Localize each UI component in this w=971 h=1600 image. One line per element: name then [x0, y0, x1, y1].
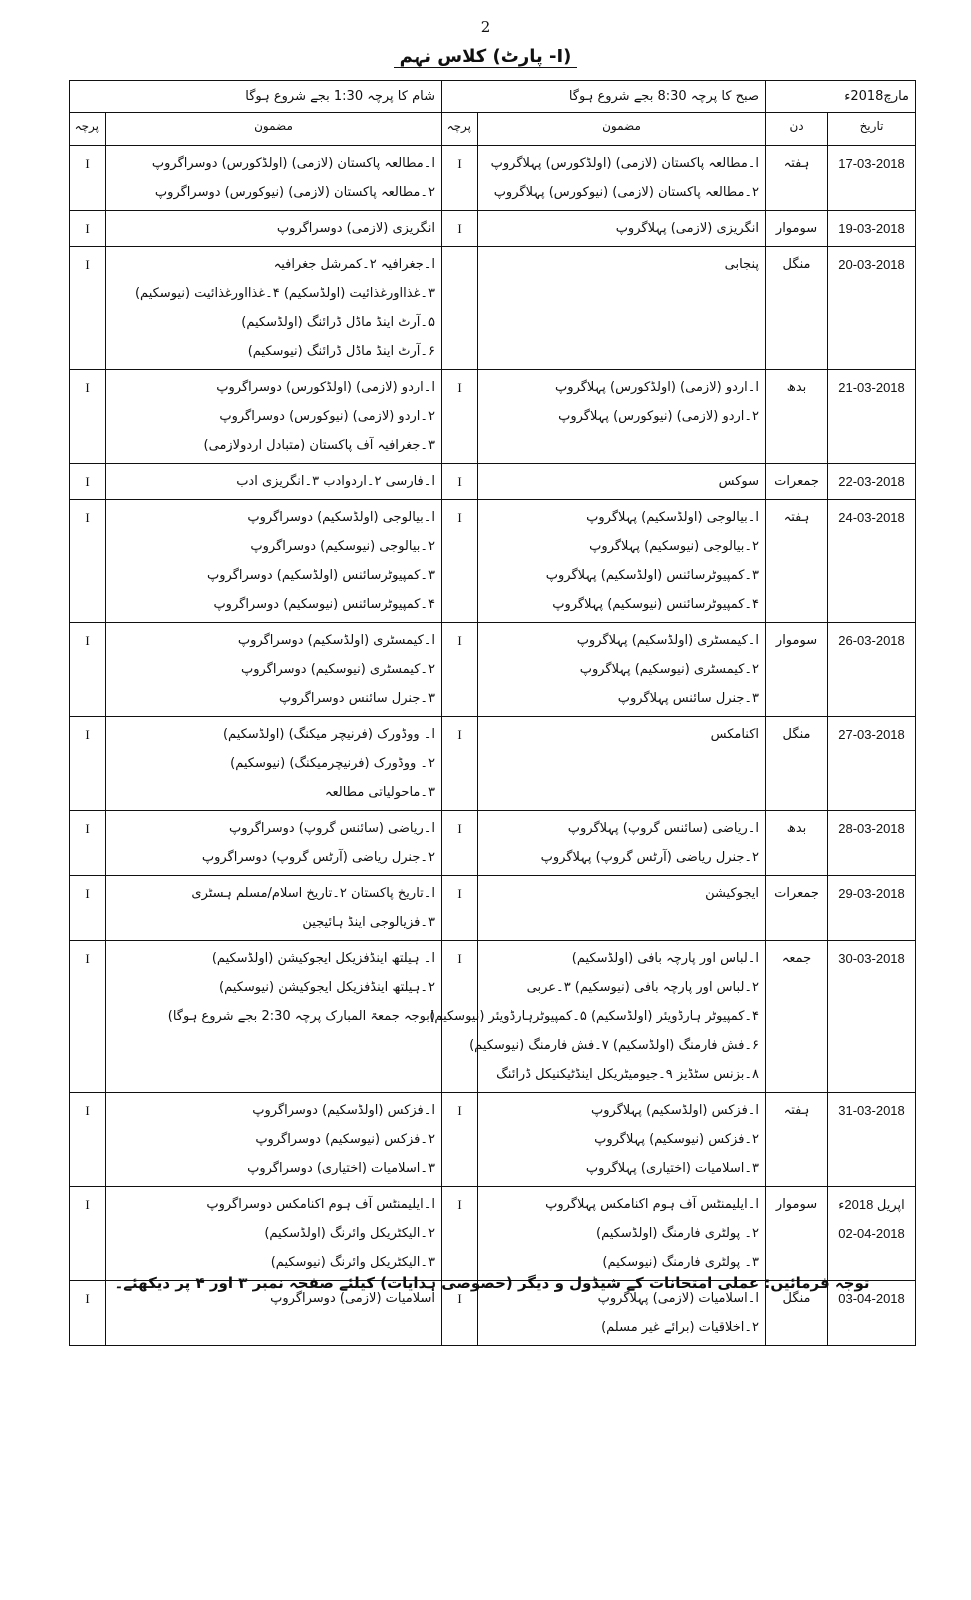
day-cell: جمعہ: [766, 941, 828, 1093]
subject-line: ا۔جغرافیہ ۲۔کمرشل جغرافیہ: [273, 257, 435, 272]
evening-paper-cell: I: [70, 464, 106, 500]
subject-line: ۴۔کمپیوٹر ہارڈویئر (اولڈسکیم) ۵۔کمپیوٹرہارڈویئر (نیوسکیم): [429, 1009, 760, 1024]
date-month-label: اپریل 2018ء: [838, 1197, 905, 1212]
morning-subject-cell: [478, 623, 766, 717]
schedule-row: [70, 876, 916, 941]
subject-line: ا۔ ہیلتھ اینڈفزیکل ایجوکیشن (اولڈسکیم): [211, 951, 435, 966]
subject-line: ۲۔اردو (لازمی) (نیوکورس) دوسراگروپ: [219, 409, 435, 424]
date-value: 02-04-2018: [838, 1226, 905, 1241]
morning-subject-cell: [478, 370, 766, 464]
subject-line: ۴۔کمپیوٹرسائنس (نیوسکیم) دوسراگروپ: [213, 597, 435, 612]
subject-line: ا۔ریاضی (سائنس گروپ) دوسراگروپ: [229, 821, 435, 836]
date-value: 03-04-2018: [838, 1291, 905, 1306]
subject-line: ۲۔جنرل ریاضی (آرٹس گروپ) دوسراگروپ: [201, 850, 435, 865]
morning-subject-cell: [478, 500, 766, 623]
schedule-row: [70, 717, 916, 811]
date-value: 24-03-2018: [838, 510, 905, 525]
subject-line: ا۔فزکس (اولڈسکیم) دوسراگروپ: [252, 1103, 435, 1118]
day-cell: جمعرات: [766, 876, 828, 941]
morning-paper-cell: I: [442, 1093, 478, 1187]
col-morning-subject-header: مضمون: [478, 113, 766, 146]
date-value: 28-03-2018: [838, 821, 905, 836]
schedule-row: [70, 500, 916, 623]
date-value: 17-03-2018: [838, 156, 905, 171]
column-header-row: [70, 113, 916, 146]
morning-paper-cell: I: [442, 941, 478, 1093]
evening-paper-cell: I: [70, 1187, 106, 1281]
subject-line: ۵۔آرٹ اینڈ ماڈل ڈرائنگ (اولڈسکیم): [241, 315, 435, 330]
col-evening-subject-header: مضمون: [106, 113, 442, 146]
date-cell: [828, 1187, 916, 1281]
col-day-header: دن: [766, 113, 828, 146]
session-header-row: [70, 81, 916, 113]
subject-line: ۲۔بیالوجی (نیوسکیم) دوسراگروپ: [250, 539, 435, 554]
morning-subject-cell: [478, 464, 766, 500]
schedule-row: [70, 211, 916, 247]
subject-line: ا۔لباس اور پارچہ بافی (اولڈسکیم): [571, 951, 760, 966]
evening-subject-cell: [106, 370, 442, 464]
subject-line: ا۔بیالوجی (اولڈسکیم) پہلاگروپ: [586, 510, 760, 525]
subject-line: ا۔ریاضی (سائنس گروپ) پہلاگروپ: [567, 821, 760, 836]
subject-line: ۲۔ہیلتھ اینڈفزیکل ایجوکیشن (نیوسکیم): [219, 980, 435, 995]
morning-paper-cell: I: [442, 370, 478, 464]
subject-line: ا۔بیالوجی (اولڈسکیم) دوسراگروپ: [247, 510, 435, 525]
schedule-row: [70, 941, 916, 1093]
subject-line: ا۔مطالعہ پاکستان (لازمی) (اولڈکورس) دوسراگروپ: [151, 156, 435, 171]
day-cell: منگل: [766, 1281, 828, 1346]
subject-line: ۳۔الیکٹریکل وائرنگ (نیوسکیم): [270, 1255, 435, 1270]
date-cell: [828, 717, 916, 811]
date-value: 26-03-2018: [838, 633, 905, 648]
evening-paper-cell: I: [70, 876, 106, 941]
col-evening-paper-header: پرچہ: [70, 113, 106, 146]
evening-paper-cell: I: [70, 941, 106, 1093]
day-cell: سوموار: [766, 623, 828, 717]
footer-note: توجہ فرمائیں: عملی امتحانات کے شیڈول و دیگر (خصوصی ہدایات) کیلئے صفحہ نمبر ۳ اور ۴ پر دیکھئے۔: [114, 1274, 870, 1292]
subject-line: ۲۔الیکٹریکل وائرنگ (اولڈسکیم): [264, 1226, 435, 1241]
subject-line: پنجابی: [724, 257, 760, 272]
date-cell: [828, 500, 916, 623]
subject-line: ۲۔ پولٹری فارمنگ (اولڈسکیم): [596, 1226, 760, 1241]
day-cell: جمعرات: [766, 464, 828, 500]
evening-paper-cell: I: [70, 1093, 106, 1187]
evening-paper-cell: I: [70, 370, 106, 464]
morning-paper-cell: I: [442, 146, 478, 211]
date-cell: [828, 247, 916, 370]
schedule-row: [70, 370, 916, 464]
date-cell: [828, 876, 916, 941]
day-cell: منگل: [766, 717, 828, 811]
day-cell: ہفتہ: [766, 146, 828, 211]
evening-subject-cell: [106, 941, 442, 1093]
date-value: 29-03-2018: [838, 886, 905, 901]
evening-subject-cell: [106, 464, 442, 500]
evening-subject-cell: [106, 247, 442, 370]
date-cell: [828, 811, 916, 876]
day-cell: بدھ: [766, 370, 828, 464]
day-cell: سوموار: [766, 1187, 828, 1281]
schedule-row: [70, 464, 916, 500]
date-cell: [828, 1093, 916, 1187]
evening-paper-cell: I: [70, 623, 106, 717]
page-number: 2: [480, 18, 491, 36]
subject-line: ۴۔کمپیوٹرسائنس (نیوسکیم) پہلاگروپ: [552, 597, 760, 612]
morning-paper-cell: I: [442, 1281, 478, 1346]
subject-line: ۲۔مطالعہ پاکستان (لازمی) (نیوکورس) دوسراگروپ: [154, 185, 435, 200]
morning-paper-cell: I: [442, 464, 478, 500]
date-cell: [828, 211, 916, 247]
subject-line: اکنامکس: [710, 727, 760, 742]
morning-subject-cell: [478, 811, 766, 876]
day-cell: ہفتہ: [766, 500, 828, 623]
date-cell: [828, 370, 916, 464]
evening-subject-cell: [106, 500, 442, 623]
morning-paper-cell: I: [442, 876, 478, 941]
morning-paper-cell: I: [442, 1187, 478, 1281]
date-value: 21-03-2018: [838, 380, 905, 395]
subject-line: ا۔کیمسٹری (اولڈسکیم) دوسراگروپ: [237, 633, 435, 648]
schedule-row: [70, 811, 916, 876]
subject-line: ۲۔کیمسٹری (نیوسکیم) پہلاگروپ: [579, 662, 760, 677]
subject-line: ۳۔کمپیوٹرسائنس (اولڈسکیم) پہلاگروپ: [545, 568, 760, 583]
subject-line: ۳۔فزیالوجی اینڈ ہائیجین: [302, 915, 435, 930]
morning-paper-cell: I: [442, 211, 478, 247]
subject-line: ا۔کیمسٹری (اولڈسکیم) پہلاگروپ: [576, 633, 760, 648]
subject-line: انگریزی (لازمی) دوسراگروپ: [276, 221, 435, 236]
schedule-row: [70, 247, 916, 370]
day-cell: بدھ: [766, 811, 828, 876]
day-cell: ہفتہ: [766, 1093, 828, 1187]
morning-paper-cell: I: [442, 811, 478, 876]
col-morning-paper-header: پرچہ: [442, 113, 478, 146]
subject-line: ۳۔جغرافیہ آف پاکستان (متبادل اردولازمی): [203, 438, 435, 453]
month-header: مارچ2018ء: [766, 81, 916, 113]
evening-paper-cell: I: [70, 717, 106, 811]
subject-line: ۲۔بیالوجی (نیوسکیم) پہلاگروپ: [589, 539, 760, 554]
morning-paper-cell: [442, 247, 478, 370]
evening-paper-cell: I: [70, 146, 106, 211]
morning-subject-cell: [478, 1093, 766, 1187]
subject-line: ۳۔ پولٹری فارمنگ (نیوسکیم): [602, 1255, 760, 1270]
morning-paper-cell: I: [442, 623, 478, 717]
subject-line: ۲۔اردو (لازمی) (نیوکورس) پہلاگروپ: [558, 409, 760, 424]
morning-subject-cell: [478, 146, 766, 211]
evening-subject-cell: [106, 717, 442, 811]
day-cell: سوموار: [766, 211, 828, 247]
subject-line: ا۔ ووڈورک (فرنیچر میکنگ) (اولڈسکیم): [222, 727, 435, 742]
evening-subject-cell: [106, 211, 442, 247]
morning-subject-cell: [478, 247, 766, 370]
evening-subject-cell: [106, 1093, 442, 1187]
schedule-row: [70, 1187, 916, 1281]
date-value: 30-03-2018: [838, 951, 905, 966]
morning-subject-cell: [478, 1187, 766, 1281]
exam-schedule-table: [69, 80, 916, 1346]
date-value: 19-03-2018: [838, 221, 905, 236]
evening-paper-cell: I: [70, 211, 106, 247]
subject-line: ۶۔آرٹ اینڈ ماڈل ڈرائنگ (نیوسکیم): [247, 344, 435, 359]
date-cell: [828, 623, 916, 717]
morning-session-header: صبح کا پرچہ 8:30 بجے شروع ہوگا: [442, 81, 766, 113]
date-cell: [828, 941, 916, 1093]
subject-line: ۸۔بزنس سٹڈیز ۹۔جیومیٹریکل اینڈٹیکنیکل ڈرائنگ: [496, 1067, 760, 1082]
subject-line: ۲۔اخلاقیات (برائے غیر مسلم): [601, 1320, 760, 1335]
evening-paper-cell: I: [70, 1281, 106, 1346]
morning-paper-cell: I: [442, 717, 478, 811]
evening-session-header: شام کا پرچہ 1:30 بجے شروع ہوگا: [70, 81, 442, 113]
morning-subject-cell: [478, 876, 766, 941]
page-title: [0, 46, 971, 67]
subject-line: ا۔اردو (لازمی) (اولڈکورس) دوسراگروپ: [216, 380, 435, 395]
subject-line: ۳۔اسلامیات (اختیاری) دوسراگروپ: [247, 1161, 435, 1176]
subject-line: ا۔فزکس (اولڈسکیم) پہلاگروپ: [591, 1103, 760, 1118]
subject-line: ا۔ایلیمنٹس آف ہوم اکنامکس دوسراگروپ: [206, 1197, 435, 1212]
date-value: 31-03-2018: [838, 1103, 905, 1118]
subject-line: انگریزی (لازمی) پہلاگروپ: [615, 221, 760, 236]
subject-line: ۲۔لباس اور پارچہ بافی (نیوسکیم) ۳۔عربی: [526, 980, 760, 995]
day-cell: منگل: [766, 247, 828, 370]
morning-subject-cell: [478, 717, 766, 811]
date-cell: [828, 146, 916, 211]
subject-line: ۳۔کمپیوٹرسائنس (اولڈسکیم) دوسراگروپ: [207, 568, 435, 583]
subject-line: ا۔اردو (لازمی) (اولڈکورس) پہلاگروپ: [555, 380, 760, 395]
subject-line: ۳۔جنرل سائنس پہلاگروپ: [617, 691, 760, 706]
evening-subject-cell: [106, 1187, 442, 1281]
subject-line: ایجوکیشن: [705, 886, 760, 901]
subject-line: سوکس: [718, 474, 760, 489]
evening-subject-cell: [106, 876, 442, 941]
subject-line: (بوجہ جمعۃ المبارک پرچہ 2:30 بجے شروع ہوگا): [167, 1009, 435, 1024]
evening-paper-cell: I: [70, 247, 106, 370]
subject-line: ۲۔فزکس (نیوسکیم) دوسراگروپ: [255, 1132, 435, 1147]
subject-line: ۳۔جنرل سائنس دوسراگروپ: [278, 691, 435, 706]
subject-line: ا۔تاریخ پاکستان ۲۔تاریخ اسلام/مسلم ہسٹری: [191, 886, 435, 901]
subject-line: ۳۔اسلامیات (اختیاری) پہلاگروپ: [585, 1161, 760, 1176]
date-value: 27-03-2018: [838, 727, 905, 742]
date-value: 22-03-2018: [838, 474, 905, 489]
subject-line: ا۔اسلامیات (لازمی) پہلاگروپ: [597, 1291, 760, 1306]
schedule-row: [70, 623, 916, 717]
subject-line: ۲۔ ووڈورک (فرنیچرمیکنگ) (نیوسکیم): [230, 756, 435, 771]
schedule-row: [70, 1093, 916, 1187]
evening-paper-cell: I: [70, 811, 106, 876]
morning-subject-cell: [429, 941, 766, 1093]
schedule-row: [70, 146, 916, 211]
subject-line: ۳۔غذااورغذائیت (اولڈسکیم) ۴۔غذااورغذائیت (نیوسکیم): [134, 286, 435, 301]
title-text: کلاس نہم (پارٹ -I): [394, 46, 578, 68]
subject-line: اسلامیات (لازمی) دوسراگروپ: [270, 1291, 435, 1306]
evening-subject-cell: [106, 146, 442, 211]
morning-subject-cell: [478, 211, 766, 247]
subject-line: ا۔فارسی ۲۔اردوادب ۳۔انگریزی ادب: [236, 474, 435, 489]
subject-line: ۳۔ماحولیاتی مطالعہ: [324, 785, 435, 800]
subject-line: ا۔ایلیمنٹس آف ہوم اکنامکس پہلاگروپ: [545, 1197, 760, 1212]
subject-line: ۶۔فش فارمنگ (اولڈسکیم) ۷۔فش فارمنگ (نیوسکیم): [469, 1038, 760, 1053]
subject-line: ۲۔فزکس (نیوسکیم) پہلاگروپ: [594, 1132, 760, 1147]
col-date-header: تاریخ: [828, 113, 916, 146]
evening-subject-cell: [106, 623, 442, 717]
morning-paper-cell: I: [442, 500, 478, 623]
subject-line: ا۔مطالعہ پاکستان (لازمی) (اولڈکورس) پہلاگروپ: [490, 156, 760, 171]
subject-line: ۲۔کیمسٹری (نیوسکیم) دوسراگروپ: [240, 662, 435, 677]
evening-paper-cell: I: [70, 500, 106, 623]
date-cell: [828, 464, 916, 500]
evening-subject-cell: [106, 811, 442, 876]
date-value: 20-03-2018: [838, 257, 905, 272]
subject-line: ۲۔جنرل ریاضی (آرٹس گروپ) پہلاگروپ: [540, 850, 760, 865]
subject-line: ۲۔مطالعہ پاکستان (لازمی) (نیوکورس) پہلاگروپ: [493, 185, 760, 200]
